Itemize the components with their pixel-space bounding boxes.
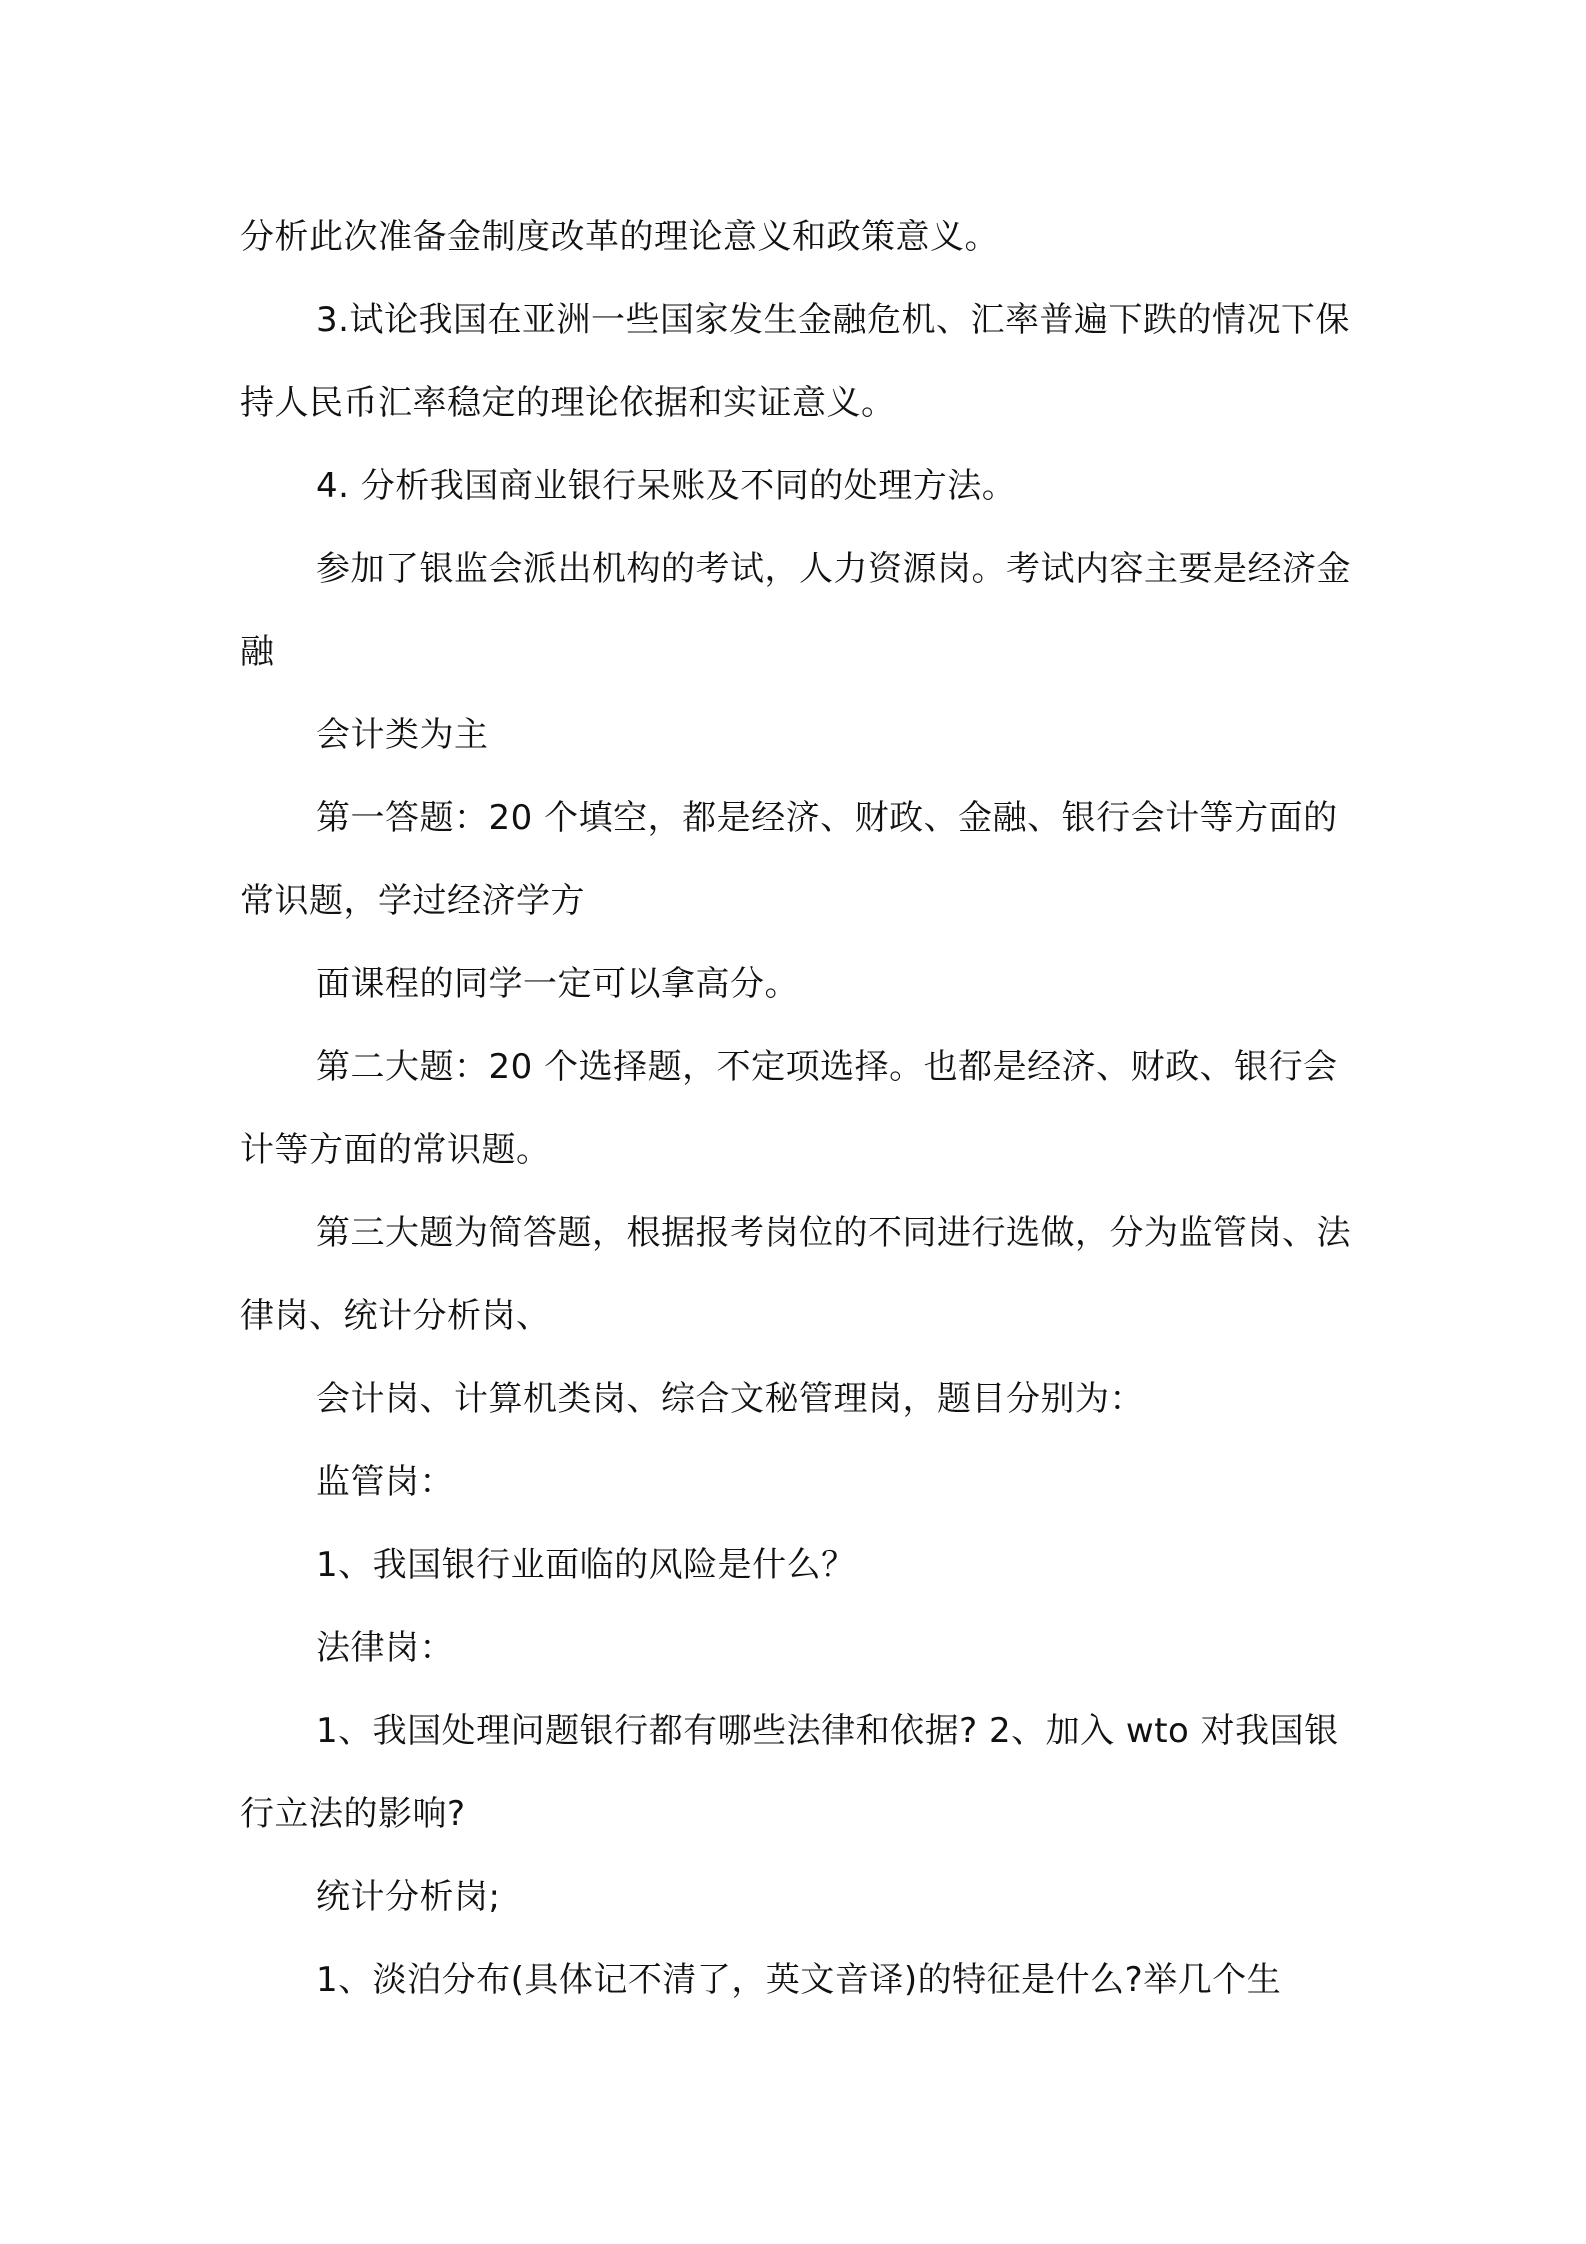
question: 1、我国处理问题银行都有哪些法律和依据? 2、加入 wto 对我国银行立法的影响? [240, 1711, 1339, 1834]
paragraph: 面课程的同学一定可以拿高分。 [316, 964, 799, 1004]
question: 1、我国银行业面临的风险是什么？ [316, 1545, 856, 1585]
paragraph: 分析此次准备金制度改革的理论意义和政策意义。 [240, 217, 999, 257]
section-label: 法律岗： [316, 1628, 454, 1668]
paragraph: 第二大题：20 个选择题，不定项选择。也都是经济、财政、银行会计等方面的常识题。 [240, 1047, 1338, 1170]
question: 1、淡泊分布(具体记不清了，英文音译)的特征是什么?举几个生 [316, 1960, 1282, 2000]
paragraph: 4. 分析我国商业银行呆账及不同的处理方法。 [316, 466, 1017, 506]
document-body [240, 196, 1360, 2022]
paragraph: 参加了银监会派出机构的考试，人力资源岗。考试内容主要是经济金融 [240, 549, 1351, 672]
section-label: 监管岗： [316, 1462, 454, 1502]
paragraph: 3.试论我国在亚洲一些国家发生金融危机、汇率普遍下跌的情况下保持人民币汇率稳定的理论依据和实证意义。 [240, 300, 1350, 423]
paragraph: 第一答题：20 个填空，都是经济、财政、金融、银行会计等方面的常识题，学过经济学方 [240, 798, 1338, 921]
paragraph: 会计类为主 [316, 715, 489, 755]
paragraph: 会计岗、计算机类岗、综合文秘管理岗，题目分别为： [316, 1379, 1144, 1419]
section-label: 统计分析岗; [316, 1877, 501, 1917]
paragraph: 第三大题为简答题，根据报考岗位的不同进行选做，分为监管岗、法律岗、统计分析岗、 [240, 1213, 1351, 1336]
